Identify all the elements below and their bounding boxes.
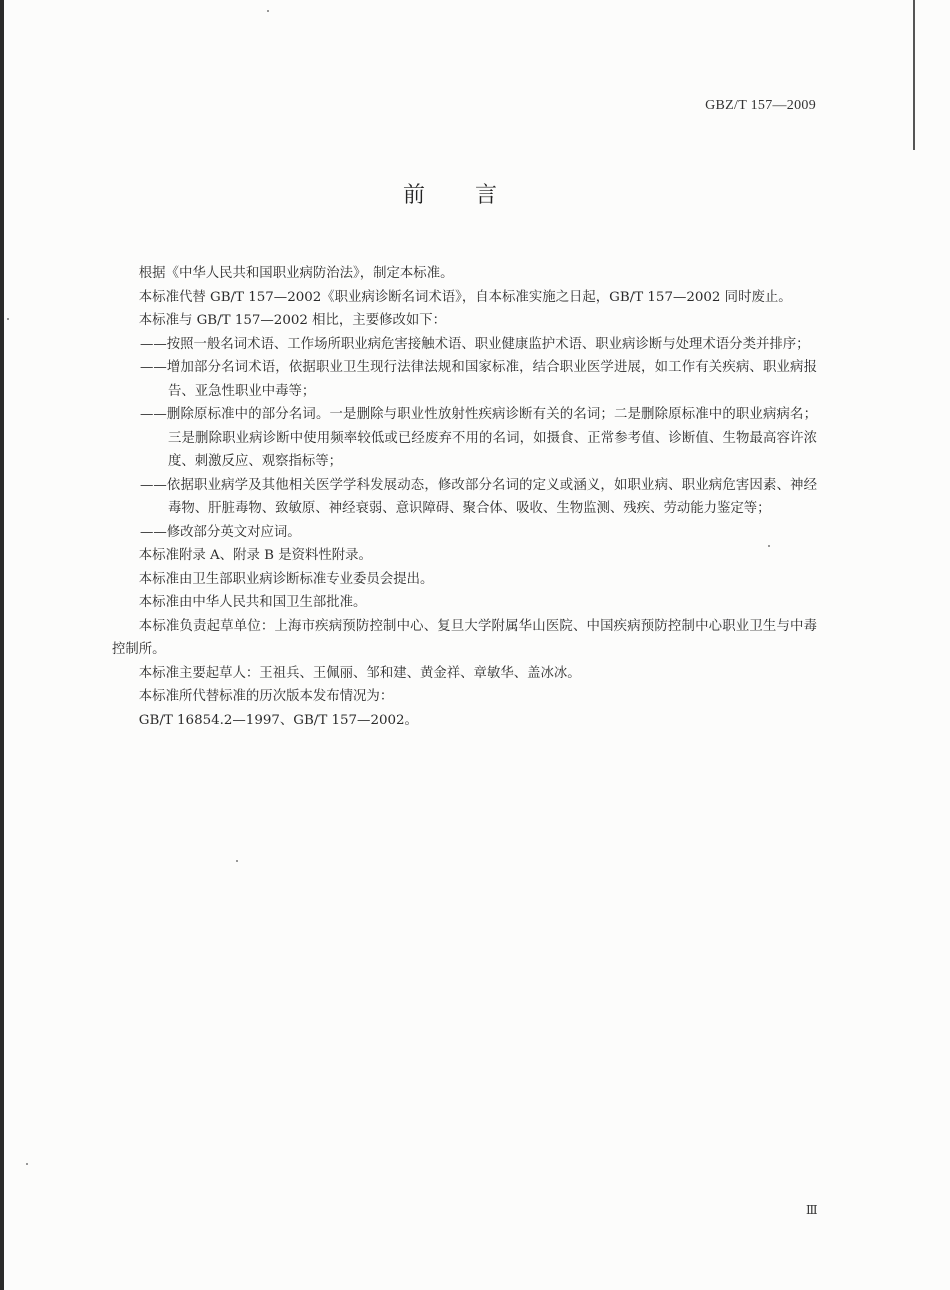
change-item: ——按照一般名词术语、工作场所职业病危害接触术语、职业健康监护术语、职业病诊断与处理术语分类并排序； <box>140 336 810 352</box>
history-line: GB/T 16854.2—1997、GB/T 157—2002。 <box>138 712 418 728</box>
paragraph: 本标准由中华人民共和国卫生部批准。 <box>138 595 367 610</box>
scan-edge-right <box>913 0 915 150</box>
change-item: ——删除原标准中的部分名词。一是删除与职业性放射性疾病诊断有关的名词；二是删除原标准中的职业病病名；三是删除职业病诊断中使用频率较低或已经废弃不用的名词，如摄食、正常参考值、诊断值、生物最高容许浓度、刺激反应、观察指标等； <box>140 407 817 469</box>
scan-speck <box>7 318 9 320</box>
foreword-body <box>112 262 817 732</box>
scan-speck <box>236 860 238 862</box>
scan-speck <box>26 1163 28 1165</box>
paragraph: 本标准所代替标准的历次版本发布情况为： <box>138 689 394 704</box>
change-item: ——修改部分英文对应词。 <box>140 524 301 540</box>
change-item: ——增加部分名词术语，依据职业卫生现行法律法规和国家标准，结合职业医学进展，如工作有关疾病、职业病报告、亚急性职业中毒等； <box>140 360 817 399</box>
standard-code: GBZ/T 157—2009 <box>705 98 816 113</box>
paragraph: 本标准与 GB/T 157—2002 相比，主要修改如下： <box>138 313 447 328</box>
page-number: Ⅲ <box>806 1203 818 1217</box>
page-title: 前言 <box>402 183 547 208</box>
paragraph: 本标准主要起草人：王祖兵、王佩丽、邹和建、黄金祥、章敏华、盖冰冰。 <box>138 665 581 681</box>
paragraph: 本标准由卫生部职业病诊断标准专业委员会提出。 <box>138 571 434 587</box>
paragraph: 本标准附录 A、附录 B 是资料性附录。 <box>138 548 372 563</box>
paragraph: 本标准负责起草单位：上海市疾病预防控制中心、复旦大学附属华山医院、中国疾病预防控制中心职业卫生与中毒控制所。 <box>112 618 817 657</box>
paragraph: 根据《中华人民共和国职业病防治法》，制定本标准。 <box>138 266 454 281</box>
change-item: ——依据职业病学及其他相关医学学科发展动态，修改部分名词的定义或涵义，如职业病、职业病危害因素、神经毒物、肝脏毒物、致敏原、神经衰弱、意识障碍、聚合体、吸收、生物监测、残疾、劳动能力鉴定等； <box>140 477 817 516</box>
scan-speck <box>267 10 269 12</box>
paragraph: 本标准代替 GB/T 157—2002《职业病诊断名词术语》，自本标准实施之日起，GB/T 157—2002 同时废止。 <box>138 289 792 305</box>
